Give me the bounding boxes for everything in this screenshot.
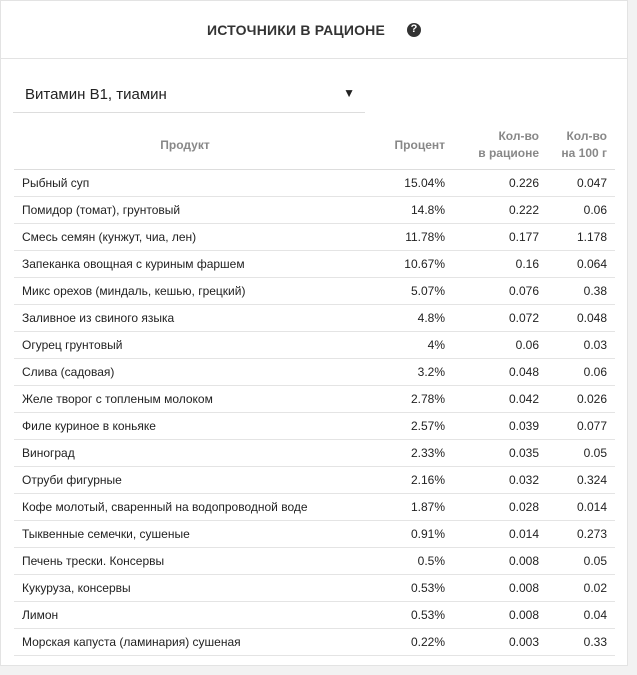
amount-cell: 0.042 <box>445 386 539 413</box>
amount-cell: 0.008 <box>445 575 539 602</box>
per100-cell: 0.077 <box>539 413 615 440</box>
table-row <box>14 359 615 386</box>
percent-cell: 3.2% <box>356 359 445 386</box>
percent-cell: 2.33% <box>356 440 445 467</box>
amount-cell: 0.008 <box>445 548 539 575</box>
per100-cell: 0.014 <box>539 494 615 521</box>
product-name-cell: Печень трески. Консервы <box>14 548 356 575</box>
per100-cell: 0.33 <box>539 629 615 656</box>
product-name-cell: Отруби фигурные <box>14 467 356 494</box>
amount-cell: 0.014 <box>445 521 539 548</box>
percent-cell: 4% <box>356 332 445 359</box>
table-row <box>14 278 615 305</box>
product-name-cell: Заливное из свиного языка <box>14 305 356 332</box>
table-row <box>14 386 615 413</box>
per100-cell: 0.02 <box>539 575 615 602</box>
table-row <box>14 548 615 575</box>
col-header-percent[interactable]: Процент <box>356 121 445 170</box>
col-header-amount[interactable]: Кол-во в рационе <box>445 121 539 170</box>
product-name-cell: Виноград <box>14 440 356 467</box>
per100-cell: 0.048 <box>539 305 615 332</box>
percent-cell: 4.8% <box>356 305 445 332</box>
amount-cell: 0.076 <box>445 278 539 305</box>
amount-cell: 0.06 <box>445 332 539 359</box>
per100-cell: 0.047 <box>539 170 615 197</box>
amount-cell: 0.039 <box>445 413 539 440</box>
product-name-cell: Кофе молотый, сваренный на водопроводной воде <box>14 494 356 521</box>
percent-cell: 14.8% <box>356 197 445 224</box>
table-row <box>14 224 615 251</box>
product-name-cell: Микс орехов (миндаль, кешью, грецкий) <box>14 278 356 305</box>
amount-cell: 0.003 <box>445 629 539 656</box>
table-row <box>14 413 615 440</box>
per100-cell: 1.178 <box>539 224 615 251</box>
product-name-cell: Смесь семян (кунжут, чиа, лен) <box>14 224 356 251</box>
product-name-cell: Слива (садовая) <box>14 359 356 386</box>
amount-cell: 0.072 <box>445 305 539 332</box>
caret-down-icon: ▼ <box>343 86 355 100</box>
amount-cell: 0.226 <box>445 170 539 197</box>
per100-cell: 0.04 <box>539 602 615 629</box>
table-row <box>14 629 615 656</box>
card-header <box>1 1 627 59</box>
table-row <box>14 332 615 359</box>
percent-cell: 0.22% <box>356 629 445 656</box>
product-name-cell: Помидор (томат), грунтовый <box>14 197 356 224</box>
table-header-row <box>14 121 615 170</box>
table-row <box>14 467 615 494</box>
amount-cell: 0.008 <box>445 602 539 629</box>
percent-cell: 0.91% <box>356 521 445 548</box>
col-header-product[interactable]: Продукт <box>14 121 356 170</box>
table-row <box>14 521 615 548</box>
card-title: ИСТОЧНИКИ В РАЦИОНЕ <box>206 21 386 38</box>
percent-cell: 0.5% <box>356 548 445 575</box>
percent-cell: 5.07% <box>356 278 445 305</box>
product-name-cell: Рыбный суп <box>14 170 356 197</box>
percent-cell: 11.78% <box>356 224 445 251</box>
percent-cell: 0.53% <box>356 575 445 602</box>
percent-cell: 2.57% <box>356 413 445 440</box>
per100-cell: 0.324 <box>539 467 615 494</box>
product-name-cell: Запеканка овощная с куриным фаршем <box>14 251 356 278</box>
table-row <box>14 305 615 332</box>
amount-cell: 0.222 <box>445 197 539 224</box>
table-row <box>14 251 615 278</box>
per100-cell: 0.026 <box>539 386 615 413</box>
percent-cell: 10.67% <box>356 251 445 278</box>
per100-cell: 0.03 <box>539 332 615 359</box>
col-header-per100[interactable]: Кол-во на 100 г <box>539 121 615 170</box>
table-row <box>14 197 615 224</box>
per100-cell: 0.05 <box>539 548 615 575</box>
table-row <box>14 494 615 521</box>
product-name-cell: Желе творог с топленым молоком <box>14 386 356 413</box>
product-name-cell: Тыквенные семечки, сушеные <box>14 521 356 548</box>
product-name-cell: Филе куриное в коньяке <box>14 413 356 440</box>
amount-cell: 0.16 <box>445 251 539 278</box>
amount-cell: 0.048 <box>445 359 539 386</box>
per100-cell: 0.05 <box>539 440 615 467</box>
nutrient-select[interactable] <box>13 77 365 113</box>
percent-cell: 2.16% <box>356 467 445 494</box>
product-name-cell: Кукуруза, консервы <box>14 575 356 602</box>
product-name-cell: Огурец грунтовый <box>14 332 356 359</box>
sources-table <box>14 121 615 656</box>
table-row <box>14 602 615 629</box>
amount-cell: 0.035 <box>445 440 539 467</box>
percent-cell: 15.04% <box>356 170 445 197</box>
per100-cell: 0.06 <box>539 359 615 386</box>
amount-cell: 0.177 <box>445 224 539 251</box>
table-row <box>14 440 615 467</box>
nutrient-select-value: Витамин B1, тиамин <box>25 86 167 103</box>
per100-cell: 0.064 <box>539 251 615 278</box>
table-row <box>14 170 615 197</box>
per100-cell: 0.06 <box>539 197 615 224</box>
per100-cell: 0.38 <box>539 278 615 305</box>
product-name-cell: Лимон <box>14 602 356 629</box>
amount-cell: 0.028 <box>445 494 539 521</box>
question-circle-icon[interactable]: ? <box>407 23 421 37</box>
product-name-cell: Морская капуста (ламинария) сушеная <box>14 629 356 656</box>
per100-cell: 0.273 <box>539 521 615 548</box>
percent-cell: 2.78% <box>356 386 445 413</box>
amount-cell: 0.032 <box>445 467 539 494</box>
table-row <box>14 575 615 602</box>
percent-cell: 0.53% <box>356 602 445 629</box>
percent-cell: 1.87% <box>356 494 445 521</box>
